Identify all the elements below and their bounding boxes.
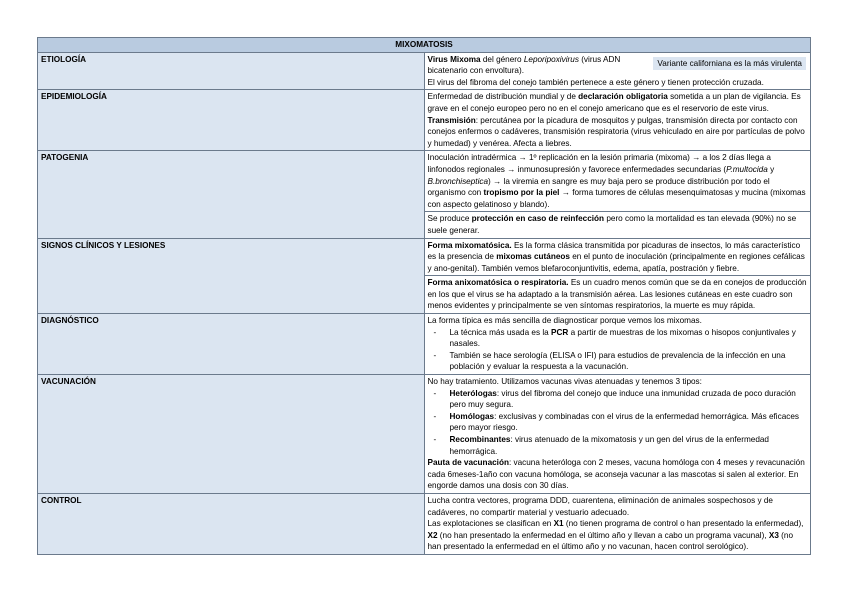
text: Se produce — [427, 214, 472, 224]
list-item — [428, 411, 808, 434]
etiologia-line-2: El virus del fibroma del conejo también pertenece a este género y tienen protección cruzada. — [427, 77, 764, 87]
row-epidemiologia — [38, 90, 811, 151]
label-control: CONTROL — [38, 493, 425, 554]
text: (virus ADN bicatenario con envoltura). — [427, 54, 621, 76]
text: y — [767, 164, 775, 174]
emphasis: X2 — [427, 530, 438, 540]
text: La técnica más usada es la — [449, 327, 551, 337]
emphasis: Forma anixomatósica o respiratoria. — [427, 278, 569, 288]
emphasis: Heterólogas — [449, 388, 497, 398]
species-name: P.multocida — [726, 164, 768, 174]
text: : percutánea por la picadura de mosquitos y pulgas, transmisión directa por contacto con conejos enfermos o cadáveres, transmisión respiratoria (virus vehiculado en aire por partículas de polvo y humedad) y venérea. Afecta a liebres. — [427, 115, 805, 148]
emphasis: Pauta de vacunación — [427, 458, 509, 468]
label-diagnostico: DIAGNÓSTICO — [38, 314, 425, 375]
emphasis: Recombinantes — [449, 435, 511, 444]
text: (no han presentado la enfermedad en el último año y no vacunan, hacen control serológico). — [427, 530, 793, 552]
pauta-vacunacion — [428, 457, 808, 492]
vacunas-list — [428, 388, 808, 458]
label-epidemiologia: EPIDEMIOLOGÍA — [38, 90, 425, 151]
species-name: B.bronchiseptica — [427, 176, 489, 186]
content-forma-mixomatosica — [424, 238, 811, 276]
emphasis: tropismo por la piel — [483, 188, 560, 198]
text: ) → la viremia en sangre es muy baja pero se produce distribución por todo el organismo con — [427, 176, 770, 198]
row-signos — [38, 238, 811, 276]
text: Es un cuadro menos común que se da en conejos de producción en los que el virus se ha adaptado a la transmisión aérea. Las lesiones cutáneas en este cuadro son menos evidentes y principalmente se ven síntomas respiratorios, la muerte es muy rápida. — [427, 278, 807, 311]
text: en el punto de inoculación (principalmente en regiones cefálicas y ano-genital). También vemos blefaroconjuntivitis, edema, apatía, postración y fiebre. — [427, 252, 805, 273]
emphasis: PCR — [551, 327, 569, 337]
mixomatosis-table — [37, 37, 811, 555]
emphasis: Forma mixomatósica. — [427, 240, 512, 250]
row-etiologia — [38, 52, 811, 90]
row-diagnostico — [38, 314, 811, 375]
row-vacunacion — [38, 375, 811, 494]
text: a partir de muestras de los mixomas o hisopos conjuntivales y nasales. — [449, 327, 796, 349]
label-etiologia: ETIOLOGÍA — [38, 52, 425, 90]
content-control — [424, 493, 811, 554]
emphasis: X3 — [768, 530, 779, 540]
list-item — [428, 327, 808, 350]
diagnostico-list — [428, 327, 808, 373]
text: Las explotaciones se clasifican en — [427, 519, 554, 529]
list-item — [428, 388, 808, 411]
text: sometida a un plan de vigilancia. Es grave en el conejo europeo pero no en el conejo americano que es el reservorio de este virus. — [427, 92, 801, 113]
text: : virus del fibroma del conejo que induce una inmunidad cruzada de poco duración pero muy segura. — [449, 388, 796, 410]
text: (no han presentado la enfermedad en el último año y llevan a cabo un programa vacunal), — [437, 530, 769, 540]
emphasis: protección en caso de reinfección — [471, 214, 605, 224]
emphasis: X1 — [553, 519, 564, 529]
content-patogenia — [424, 151, 811, 212]
diagnostico-intro: La forma típica es más sencilla de diagnosticar porque vemos los mixomas. — [427, 316, 702, 326]
control-clasificacion — [428, 518, 808, 553]
label-signos: SIGNOS CLÍNICOS Y LESIONES — [38, 238, 425, 314]
text: Enfermedad de distribución mundial y de — [427, 92, 579, 102]
content-etiologia — [424, 52, 811, 90]
text: pero como la mortalidad es tan elevada (90%) no se suele generar. — [427, 214, 797, 235]
emphasis: Homólogas — [449, 411, 495, 421]
row-patogenia — [38, 151, 811, 212]
emphasis: mixomas cutáneos — [496, 252, 570, 262]
text: : virus atenuado de la mixomatosis y un gen del virus de la enfermedad hemorrágica. — [449, 435, 769, 456]
label-patogenia: PATOGENIA — [38, 151, 425, 238]
content-patogenia-reinfeccion — [424, 212, 811, 238]
list-item: - También se hace serología (ELISA o IFI) para estudios de prevalencia de la infección en una población y evaluar la respuesta a la vacunación. — [428, 350, 808, 373]
title-row — [38, 38, 811, 53]
emphasis: declaración obligatoria — [578, 92, 668, 102]
emphasis: Transmisión — [427, 115, 476, 125]
content-vacunacion — [424, 375, 811, 494]
label-vacunacion: VACUNACIÓN — [38, 375, 425, 494]
virus-name: Virus Mixoma — [427, 54, 481, 64]
table-title: MIXOMATOSIS — [38, 38, 811, 53]
text: Inoculación intradérmica → 1º replicación en la lesión primaria (mixoma) → a los 2 días llega a linfonodos regionales → inmunosupresión y favorece enfermedades secundarias ( — [427, 153, 771, 174]
text: : exclusivas y combinadas con el virus de la enfermedad hemorrágica. Más eficaces pero mayor riesgo. — [449, 411, 799, 433]
text: del género — [480, 54, 524, 64]
row-control — [38, 493, 811, 554]
vacunacion-intro: No hay tratamiento. Utilizamos vacunas vivas atenuadas y tenemos 3 tipos: — [427, 377, 702, 387]
text: : vacuna heteróloga con 2 meses, vacuna homóloga con 4 meses y revacunación cada 6meses-1año con vacuna homóloga, se aconseja vacunar a las mascotas si salen al exterior. En engorde damos una dosis con 30 días. — [427, 458, 805, 491]
text: (no tienen programa de control o han presentado la enfermedad), — [563, 519, 804, 529]
content-forma-respiratoria — [424, 276, 811, 314]
text: → forma tumores de células mesenquimatosas y mucina (mixomas con aspecto gelatinoso y blando). — [427, 188, 806, 209]
genus-name: Leporipoxivirus — [523, 54, 579, 64]
note-variante: Variante californiana es la más virulenta — [653, 57, 806, 70]
text: Es la forma clásica transmitida por picaduras de insectos, lo más característico es la presencia de — [427, 240, 801, 262]
content-epidemiologia — [424, 90, 811, 151]
content-diagnostico — [424, 314, 811, 375]
list-item — [428, 434, 808, 457]
control-line-1: Lucha contra vectores, programa DDD, cuarentena, eliminación de animales sospechosos y de cadáveres, no compartir material y vestuario adecuado. — [427, 495, 773, 517]
